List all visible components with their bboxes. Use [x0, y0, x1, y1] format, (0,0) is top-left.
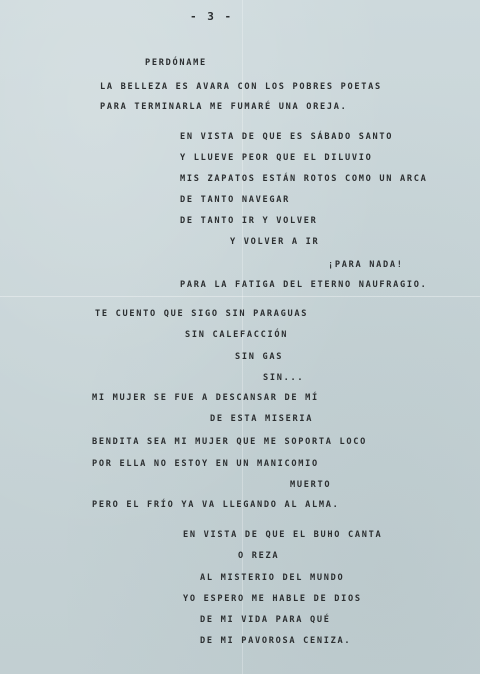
poem-line: PARA LA FATIGA DEL ETERNO NAUFRAGIO. [180, 280, 428, 290]
poem-line: SIN CALEFACCIÓN [185, 330, 289, 340]
poem-line: O REZA [238, 551, 280, 561]
poem-line: PERO EL FRÍO YA VA LLEGANDO AL ALMA. [92, 500, 340, 510]
poem-line: EN VISTA DE QUE EL BUHO CANTA [183, 530, 383, 540]
poem-line: Y LLUEVE PEOR QUE EL DILUVIO [180, 153, 373, 163]
poem-line: EN VISTA DE QUE ES SÁBADO SANTO [180, 132, 394, 142]
poem-line: AL MISTERIO DEL MUNDO [200, 573, 345, 583]
poem-line: DE MI VIDA PARA QUÉ [200, 615, 331, 625]
poem-line: Y VOLVER A IR [230, 237, 320, 247]
page-number: - 3 - [190, 10, 234, 23]
poem-line: POR ELLA NO ESTOY EN UN MANICOMIO [92, 459, 319, 469]
poem-line: DE MI PAVOROSA CENIZA. [200, 636, 352, 646]
poem-line: TE CUENTO QUE SIGO SIN PARAGUAS [95, 309, 309, 319]
poem-line: SIN... [263, 373, 305, 383]
poem-line: MIS ZAPATOS ESTÁN ROTOS COMO UN ARCA [180, 174, 428, 184]
poem-line: YO ESPERO ME HABLE DE DIOS [183, 594, 362, 604]
poem-line: DE ESTA MISERIA [210, 414, 314, 424]
poem-line: MUERTO [290, 480, 332, 490]
poem-line: BENDITA SEA MI MUJER QUE ME SOPORTA LOCO [92, 437, 367, 447]
poem-line: PARA TERMINARLA ME FUMARÉ UNA OREJA. [100, 102, 348, 112]
poem-line: DE TANTO IR Y VOLVER [180, 216, 318, 226]
poem-line: LA BELLEZA ES AVARA CON LOS POBRES POETAS [100, 82, 382, 92]
poem-line: ¡PARA NADA! [328, 260, 404, 270]
poem-line: SIN GAS [235, 352, 284, 362]
poem-title: PERDÓNAME [145, 58, 207, 68]
poem-line: MI MUJER SE FUE A DESCANSAR DE MÍ [92, 393, 319, 403]
paper-fold-line [0, 296, 480, 297]
poem-line: DE TANTO NAVEGAR [180, 195, 290, 205]
